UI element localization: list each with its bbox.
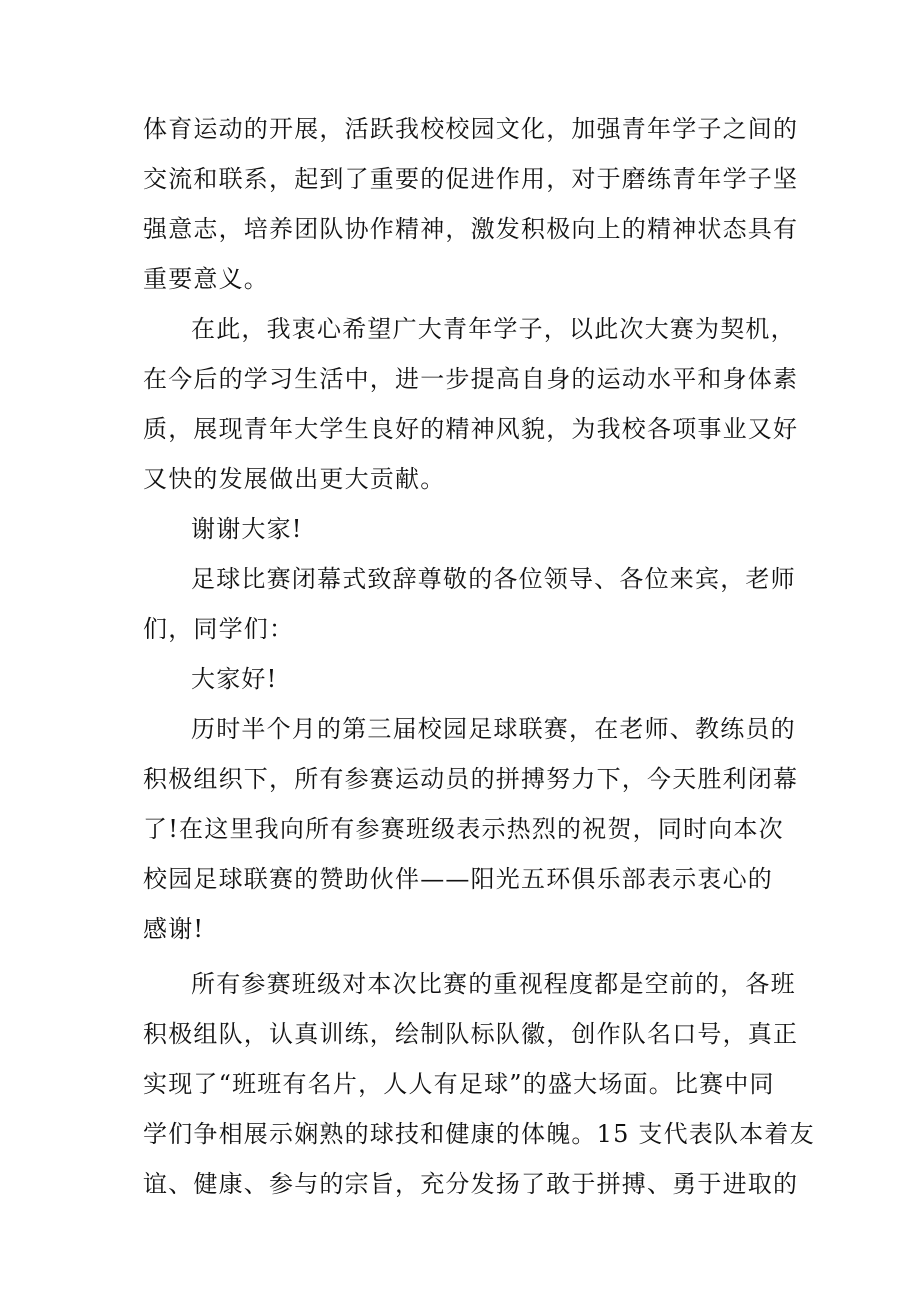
paragraph-1 — [143, 104, 799, 304]
text-line: 历时半个月的第三届校园足球联赛，在老师、教练员的 — [191, 715, 796, 743]
text-line: 积极组织下，所有参赛运动员的拼搏努力下，今天胜利闭幕 — [143, 765, 799, 793]
text-line: 重要意义。 — [143, 265, 269, 293]
text-line: 学们争相展示娴熟的球技和健康的体魄。15 支代表队本着友 — [143, 1120, 815, 1148]
paragraph-3 — [143, 704, 799, 954]
text-line: 质，展现青年大学生良好的精神风貌，为我校各项事业又好 — [143, 415, 799, 443]
text-line: 感谢! — [143, 915, 205, 943]
text-line: 积极组队，认真训练，绘制队标队徽，创作队名口号，真正 — [143, 1020, 799, 1048]
text-line: 在今后的学习生活中，进一步提高自身的运动水平和身体素 — [143, 365, 799, 393]
text-line: 们，同学们： — [143, 615, 295, 643]
text-line: 大家好! — [191, 665, 278, 693]
text-line: 强意志，培养团队协作精神，激发积极向上的精神状态具有 — [143, 215, 799, 243]
paragraph-thanks — [143, 504, 783, 554]
text-line: 谊、健康、参与的宗旨，充分发扬了敢于拼搏、勇于进取的 — [143, 1170, 799, 1198]
text-line: 足球比赛闭幕式致辞尊敬的各位领导、各位来宾，老师 — [191, 565, 796, 593]
document-body — [143, 104, 815, 1209]
text-line: 校园足球联赛的赞助伙伴——阳光五环俱乐部表示衷心的 — [143, 865, 773, 893]
paragraph-greeting — [143, 654, 783, 704]
text-line: 又快的发展做出更大贡献。 — [143, 465, 446, 493]
paragraph-2 — [143, 304, 799, 504]
text-line: 实现了“班班有名片，人人有足球”的盛大场面。比赛中同 — [143, 1070, 775, 1098]
paragraph-4 — [143, 959, 815, 1209]
text-line: 在此，我衷心希望广大青年学子，以此次大赛为契机， — [191, 315, 796, 343]
paragraph-closing-speech-intro — [143, 554, 796, 654]
text-line: 谢谢大家! — [191, 515, 303, 543]
text-line: 体育运动的开展，活跃我校校园文化，加强青年学子之间的 — [143, 115, 799, 143]
text-line: 了!在这里我向所有参赛班级表示热烈的祝贺，同时向本次 — [143, 815, 784, 843]
text-line: 所有参赛班级对本次比赛的重视程度都是空前的，各班 — [191, 970, 796, 998]
text-line: 交流和联系，起到了重要的促进作用，对于磨练青年学子坚 — [143, 165, 799, 193]
